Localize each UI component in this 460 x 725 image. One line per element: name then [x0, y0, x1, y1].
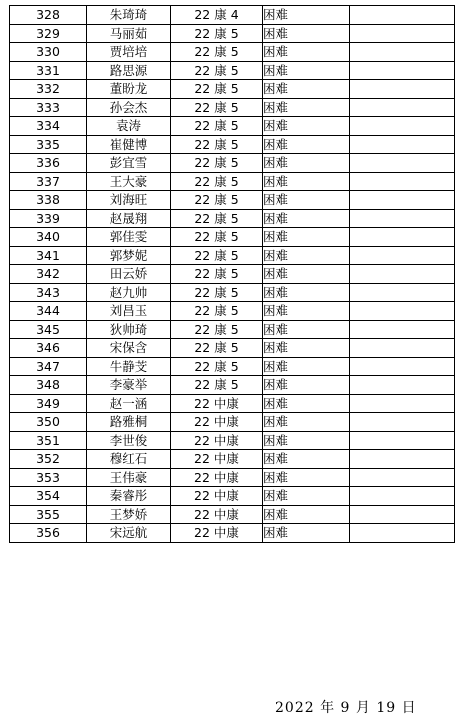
student-name-cell: 刘海旺 [87, 191, 171, 210]
class-cell: 22 康 5 [171, 135, 263, 154]
empty-cell [350, 320, 455, 339]
class-cell: 22 中康 [171, 524, 263, 543]
empty-cell [350, 6, 455, 25]
row-number-cell: 350 [10, 413, 87, 432]
empty-cell [350, 43, 455, 62]
row-number-cell: 355 [10, 505, 87, 524]
status-cell: 困难 [263, 394, 350, 413]
student-name-cell: 牛静芠 [87, 357, 171, 376]
class-cell: 22 康 5 [171, 80, 263, 99]
table-row [10, 431, 455, 450]
row-number-cell: 328 [10, 6, 87, 25]
student-name-cell: 王梦娇 [87, 505, 171, 524]
status-cell: 困难 [263, 265, 350, 284]
status-cell: 困难 [263, 431, 350, 450]
class-cell: 22 康 4 [171, 6, 263, 25]
class-cell: 22 康 5 [171, 43, 263, 62]
class-cell: 22 康 5 [171, 339, 263, 358]
class-cell: 22 中康 [171, 468, 263, 487]
status-cell: 困难 [263, 413, 350, 432]
table-row [10, 135, 455, 154]
status-cell: 困难 [263, 450, 350, 469]
row-number-cell: 338 [10, 191, 87, 210]
class-cell: 22 康 5 [171, 24, 263, 43]
row-number-cell: 331 [10, 61, 87, 80]
status-cell: 困难 [263, 283, 350, 302]
table-row [10, 98, 455, 117]
class-cell: 22 康 5 [171, 320, 263, 339]
row-number-cell: 333 [10, 98, 87, 117]
table-row [10, 191, 455, 210]
status-cell: 困难 [263, 191, 350, 210]
empty-cell [350, 450, 455, 469]
status-cell: 困难 [263, 524, 350, 543]
empty-cell [350, 98, 455, 117]
class-cell: 22 康 5 [171, 376, 263, 395]
empty-cell [350, 228, 455, 247]
status-cell: 困难 [263, 117, 350, 136]
table-row [10, 339, 455, 358]
table-row [10, 394, 455, 413]
row-number-cell: 349 [10, 394, 87, 413]
empty-cell [350, 191, 455, 210]
table-row [10, 154, 455, 173]
class-cell: 22 康 5 [171, 154, 263, 173]
class-cell: 22 康 5 [171, 283, 263, 302]
student-name-cell: 贾培培 [87, 43, 171, 62]
row-number-cell: 334 [10, 117, 87, 136]
student-name-cell: 董盼龙 [87, 80, 171, 99]
row-number-cell: 343 [10, 283, 87, 302]
status-cell: 困难 [263, 209, 350, 228]
student-name-cell: 郭梦妮 [87, 246, 171, 265]
row-number-cell: 337 [10, 172, 87, 191]
class-cell: 22 康 5 [171, 172, 263, 191]
class-cell: 22 康 5 [171, 265, 263, 284]
row-number-cell: 329 [10, 24, 87, 43]
status-cell: 困难 [263, 376, 350, 395]
class-cell: 22 中康 [171, 431, 263, 450]
empty-cell [350, 80, 455, 99]
table-row [10, 228, 455, 247]
empty-cell [350, 209, 455, 228]
student-name-cell: 狄帅琦 [87, 320, 171, 339]
empty-cell [350, 487, 455, 506]
empty-cell [350, 24, 455, 43]
row-number-cell: 332 [10, 80, 87, 99]
row-number-cell: 339 [10, 209, 87, 228]
row-number-cell: 345 [10, 320, 87, 339]
student-table-body [10, 6, 455, 543]
class-cell: 22 康 5 [171, 191, 263, 210]
status-cell: 困难 [263, 6, 350, 25]
empty-cell [350, 339, 455, 358]
status-cell: 困难 [263, 320, 350, 339]
class-cell: 22 中康 [171, 413, 263, 432]
row-number-cell: 346 [10, 339, 87, 358]
student-name-cell: 路雅桐 [87, 413, 171, 432]
table-row [10, 265, 455, 284]
empty-cell [350, 413, 455, 432]
empty-cell [350, 376, 455, 395]
status-cell: 困难 [263, 246, 350, 265]
empty-cell [350, 172, 455, 191]
status-cell: 困难 [263, 154, 350, 173]
empty-cell [350, 394, 455, 413]
status-cell: 困难 [263, 24, 350, 43]
empty-cell [350, 265, 455, 284]
status-cell: 困难 [263, 172, 350, 191]
student-name-cell: 田云娇 [87, 265, 171, 284]
status-cell: 困难 [263, 468, 350, 487]
table-row [10, 246, 455, 265]
table-row [10, 6, 455, 25]
status-cell: 困难 [263, 135, 350, 154]
student-table [9, 5, 455, 543]
table-row [10, 524, 455, 543]
empty-cell [350, 61, 455, 80]
student-name-cell: 赵晟翔 [87, 209, 171, 228]
row-number-cell: 353 [10, 468, 87, 487]
student-name-cell: 赵九帅 [87, 283, 171, 302]
class-cell: 22 康 5 [171, 98, 263, 117]
student-name-cell: 宋远航 [87, 524, 171, 543]
table-row [10, 376, 455, 395]
student-name-cell: 秦睿彤 [87, 487, 171, 506]
row-number-cell: 356 [10, 524, 87, 543]
table-row [10, 450, 455, 469]
row-number-cell: 347 [10, 357, 87, 376]
table-row [10, 505, 455, 524]
student-name-cell: 路思源 [87, 61, 171, 80]
status-cell: 困难 [263, 80, 350, 99]
student-name-cell: 袁涛 [87, 117, 171, 136]
row-number-cell: 354 [10, 487, 87, 506]
student-name-cell: 孙会杰 [87, 98, 171, 117]
row-number-cell: 336 [10, 154, 87, 173]
empty-cell [350, 246, 455, 265]
status-cell: 困难 [263, 302, 350, 321]
student-name-cell: 李豪举 [87, 376, 171, 395]
class-cell: 22 康 5 [171, 228, 263, 247]
table-row [10, 43, 455, 62]
table-row [10, 117, 455, 136]
class-cell: 22 康 5 [171, 61, 263, 80]
row-number-cell: 342 [10, 265, 87, 284]
row-number-cell: 352 [10, 450, 87, 469]
empty-cell [350, 283, 455, 302]
table-row [10, 80, 455, 99]
table-row [10, 24, 455, 43]
class-cell: 22 康 5 [171, 209, 263, 228]
class-cell: 22 康 5 [171, 246, 263, 265]
class-cell: 22 康 5 [171, 302, 263, 321]
class-cell: 22 中康 [171, 394, 263, 413]
row-number-cell: 351 [10, 431, 87, 450]
table-row [10, 302, 455, 321]
empty-cell [350, 154, 455, 173]
row-number-cell: 335 [10, 135, 87, 154]
class-cell: 22 中康 [171, 450, 263, 469]
row-number-cell: 340 [10, 228, 87, 247]
empty-cell [350, 117, 455, 136]
empty-cell [350, 524, 455, 543]
student-name-cell: 王伟豪 [87, 468, 171, 487]
empty-cell [350, 468, 455, 487]
status-cell: 困难 [263, 98, 350, 117]
table-row [10, 468, 455, 487]
student-name-cell: 王大豪 [87, 172, 171, 191]
status-cell: 困难 [263, 61, 350, 80]
status-cell: 困难 [263, 487, 350, 506]
class-cell: 22 中康 [171, 487, 263, 506]
student-name-cell: 李世俊 [87, 431, 171, 450]
student-name-cell: 郭佳雯 [87, 228, 171, 247]
student-name-cell: 穆红石 [87, 450, 171, 469]
student-name-cell: 宋保含 [87, 339, 171, 358]
table-row [10, 357, 455, 376]
student-name-cell: 马丽茹 [87, 24, 171, 43]
table-row [10, 172, 455, 191]
empty-cell [350, 505, 455, 524]
table-row [10, 320, 455, 339]
student-name-cell: 赵一涵 [87, 394, 171, 413]
class-cell: 22 康 5 [171, 117, 263, 136]
document-date: 2022 年 9 月 19 日 [275, 700, 417, 716]
class-cell: 22 康 5 [171, 357, 263, 376]
row-number-cell: 348 [10, 376, 87, 395]
empty-cell [350, 431, 455, 450]
student-name-cell: 刘昌玉 [87, 302, 171, 321]
row-number-cell: 344 [10, 302, 87, 321]
empty-cell [350, 357, 455, 376]
table-row [10, 209, 455, 228]
status-cell: 困难 [263, 228, 350, 247]
table-row [10, 61, 455, 80]
class-cell: 22 中康 [171, 505, 263, 524]
row-number-cell: 330 [10, 43, 87, 62]
table-row [10, 283, 455, 302]
student-name-cell: 崔健博 [87, 135, 171, 154]
table-row [10, 413, 455, 432]
table-row [10, 487, 455, 506]
status-cell: 困难 [263, 339, 350, 358]
status-cell: 困难 [263, 505, 350, 524]
empty-cell [350, 135, 455, 154]
student-name-cell: 朱琦琦 [87, 6, 171, 25]
status-cell: 困难 [263, 357, 350, 376]
row-number-cell: 341 [10, 246, 87, 265]
student-name-cell: 彭宜雪 [87, 154, 171, 173]
status-cell: 困难 [263, 43, 350, 62]
empty-cell [350, 302, 455, 321]
